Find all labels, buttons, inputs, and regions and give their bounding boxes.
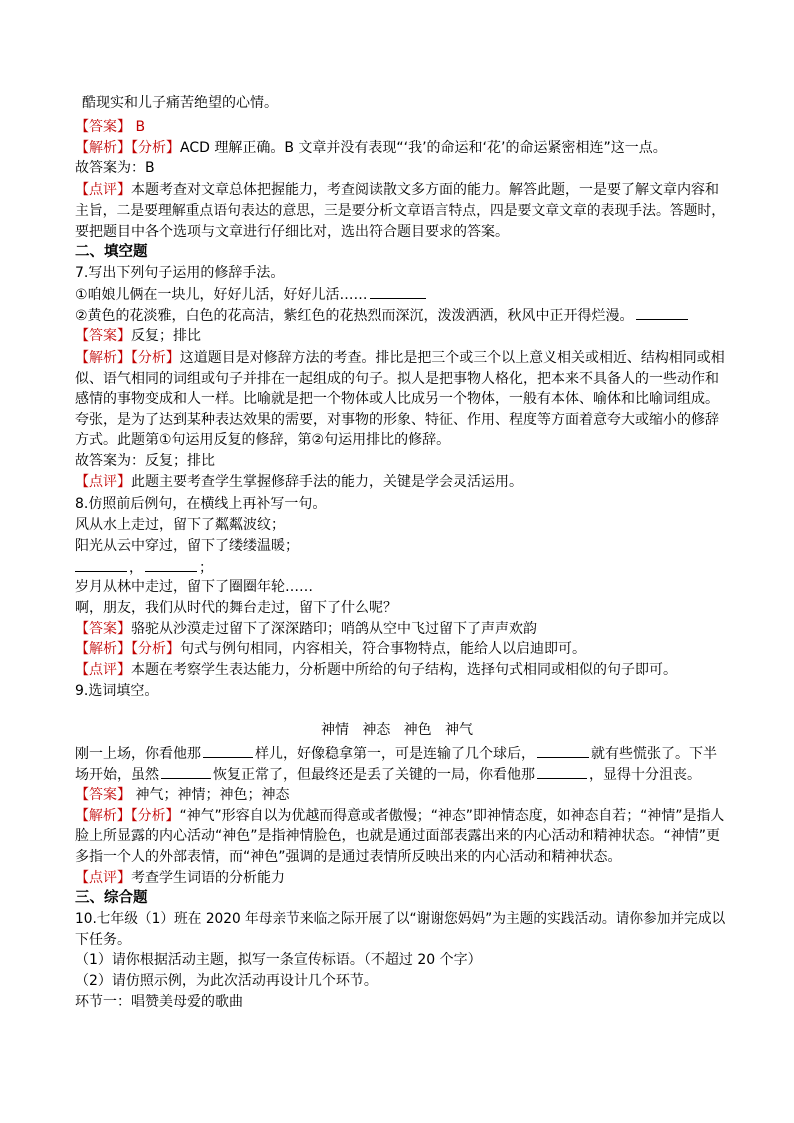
comment-line [75, 660, 725, 680]
text: 风从水上走过，留下了粼粼波纹； [75, 517, 285, 533]
answer-blank[interactable] [537, 743, 589, 758]
text: （2）请仿照示例，为此次活动再设计几个环节。 [75, 973, 378, 989]
text-line [75, 369, 725, 389]
text: 环节一：唱赞美母爱的歌曲 [75, 994, 243, 1010]
text: 感情的事物变成和人一样。比喻就是把一个物体或人比成另一个物体，一般有本体、喻体和比喻词组成。 [75, 391, 719, 407]
comment-tag: 【点评】 [75, 474, 131, 490]
section-heading [75, 242, 725, 262]
answer-tag: 【答案】 [75, 328, 131, 344]
text: 方式。此题第①句运用反复的修辞，第②句运用排比的修辞。 [75, 432, 451, 448]
text-line [75, 971, 725, 991]
question-text: ②黄色的花淡雅，白色的花高洁，紫红色的花热烈而深沉，泼泼洒洒，秋风中正开得烂漫。 [75, 308, 634, 324]
analysis-text: 句式与例句相同，内容相关，符合事物特点，能给人以启迪即可。 [180, 641, 586, 657]
question-line [75, 681, 725, 701]
text: 脸上所显露的内心活动“神色”是指神情脸色，也就是通过面部表露出来的内心活动和精神状态。“神情”更 [75, 828, 721, 844]
comment-tag: 【点评】 [75, 182, 131, 198]
comment-line [75, 868, 725, 888]
comment-tag: 【点评】 [75, 870, 131, 886]
text: 啊，朋友，我们从时代的舞台走过，留下了什么呢？ [75, 600, 397, 616]
answer-line [75, 117, 725, 137]
heading-text: 三、综合题 [75, 890, 148, 906]
question-line [75, 743, 725, 764]
answer-tag: 【答案】 [75, 621, 131, 637]
text: 似、语气相同的词组或句子并排在一起组成的句子。拟人是把事物人格化，把本来不具备人的一些动作和 [75, 371, 719, 387]
analysis-tag: 【解析】【分析】 [75, 350, 180, 366]
analysis-text: 这道题目是对修辞方法的考查。排比是把三个或三个以上意义相关或相近、结构相同或相 [179, 350, 725, 366]
answer-text: B [131, 119, 146, 135]
text: 主旨，二是要理解重点语句表达的意思，三是要分析文章语言特点，四是要文章文章的表现手法。答题时， [75, 203, 726, 219]
comment-line [75, 180, 725, 200]
question-text: 10.七年级（1）班在 2020 年母亲节来临之际开展了以“谢谢您妈妈”为主题的实践活动。请你参加并完成以 [75, 911, 726, 927]
question-line [75, 909, 726, 929]
text-line [75, 598, 725, 618]
text: ，显得十分沮丧。 [589, 767, 701, 783]
answer-tag: 【答案】 [75, 787, 131, 803]
text-line [75, 536, 725, 556]
text: ， [129, 560, 143, 576]
text-line [75, 222, 725, 242]
section-heading [75, 888, 725, 908]
comment-text: 考查学生词语的分析能力 [131, 870, 285, 886]
question-text: 9.选词填空。 [75, 683, 159, 699]
text: ； [199, 560, 213, 576]
text-line [75, 950, 725, 970]
answer-blank[interactable] [636, 305, 688, 320]
answer-line [75, 619, 725, 639]
text: 样儿，好像稳拿第一，可是连输了几个球后， [255, 746, 535, 762]
text-line [82, 93, 732, 113]
text-line [75, 158, 725, 178]
text: 夸张，是为了达到某种表达效果的需要，对事物的形象、特征、作用、程度等方面着意夸大或缩小的修辞 [75, 412, 719, 428]
text: 场开始，虽然 [75, 767, 159, 783]
comment-text: 此题主要考查学生掌握修辞手法的能力，关键是学会灵活运用。 [131, 474, 523, 490]
text-line [75, 201, 726, 221]
text: 多指一个人的外部表情，而“神色”强调的是通过表情所反映出来的内心活动和精神状态。 [75, 849, 622, 865]
analysis-line [75, 806, 725, 826]
text: 要把题目中各个选项与文章进行仔细比对，选出符合题目要求的答案。 [75, 224, 509, 240]
text-line [75, 930, 725, 950]
text: （1）请你根据活动主题，拟写一条宣传标语。（不超过 20 个字） [75, 952, 482, 968]
analysis-line [75, 138, 725, 158]
comment-text: 本题在考察学生表达能力，分析题中所给的句子结构，选择句式相同或相似的句子即可。 [131, 662, 677, 678]
answer-text: 骆驼从沙漠走过留下了深深踏印；哨鸽从空中飞过留下了声声欢韵 [131, 621, 537, 637]
word-bank [0, 720, 794, 740]
comment-tag: 【点评】 [75, 662, 131, 678]
question-line [75, 305, 725, 326]
question-text: 7.写出下列句子运用的修辞手法。 [75, 265, 285, 281]
answer-line [75, 785, 725, 805]
text: 故答案为：B [75, 160, 155, 176]
fill-line [75, 557, 725, 578]
text-line [75, 515, 725, 535]
text-line [75, 992, 725, 1012]
answer-line [75, 326, 725, 346]
heading-text: 二、填空题 [75, 244, 148, 260]
text-line [75, 389, 725, 409]
question-line [75, 494, 725, 514]
text: 阳光从云中穿过，留下了缕缕温暖； [75, 538, 299, 554]
analysis-tag: 【解析】【分析】 [75, 641, 180, 657]
comment-text: 本题考查对文章总体把握能力，考查阅读散文多方面的能力。解答此题，一是要了解文章内容和 [131, 182, 719, 198]
analysis-tag: 【解析】【分析】 [75, 808, 180, 824]
text: 岁月从林中走过，留下了圈圈年轮…… [75, 579, 313, 595]
text: 下任务。 [75, 932, 131, 948]
text: 就有些慌张了。下半 [591, 746, 717, 762]
analysis-line [75, 348, 724, 368]
answer-text: 反复；排比 [131, 328, 201, 344]
answer-blank[interactable] [145, 557, 197, 572]
question-line [75, 284, 725, 305]
analysis-line [75, 639, 725, 659]
text: 刚一上场，你看他那 [75, 746, 201, 762]
word-bank-text: 神情 神态 神色 神气 [320, 722, 474, 738]
answer-blank[interactable] [161, 764, 211, 779]
text-line [75, 410, 725, 430]
question-line [75, 263, 725, 283]
text-line [75, 430, 725, 450]
answer-blank[interactable] [537, 764, 587, 779]
text: 恢复正常了，但最终还是丢了关键的一局，你看他那 [213, 767, 535, 783]
answer-blank[interactable] [203, 743, 253, 758]
question-text: ①咱娘儿俩在一块儿，好好儿活，好好儿活…… [75, 287, 368, 303]
analysis-text: ACD 理解正确。B 文章并没有表现“‘我’的命运和‘花’的命运紧密相连”这一点。 [180, 140, 667, 156]
question-text: 8.仿照前后例句，在横线上再补写一句。 [75, 496, 327, 512]
text: 故答案为：反复；排比 [75, 453, 215, 469]
answer-blank[interactable] [370, 284, 426, 299]
answer-tag: 【答案】 [75, 119, 131, 135]
text: 酷现实和儿子痛苦绝望的心情。 [82, 95, 278, 111]
text-line [75, 826, 725, 846]
text-line [75, 847, 725, 867]
text-line [75, 451, 725, 471]
analysis-text: “神气”形容自以为优越而得意或者傲慢；“神态”即神情态度，如神态自若；“神情”是指人 [179, 808, 725, 824]
comment-line [75, 472, 725, 492]
answer-blank[interactable] [75, 557, 127, 572]
answer-text: 神气；神情；神色；神态 [131, 787, 290, 803]
text-line [75, 577, 725, 597]
question-line [75, 764, 725, 785]
analysis-tag: 【解析】【分析】 [75, 140, 180, 156]
